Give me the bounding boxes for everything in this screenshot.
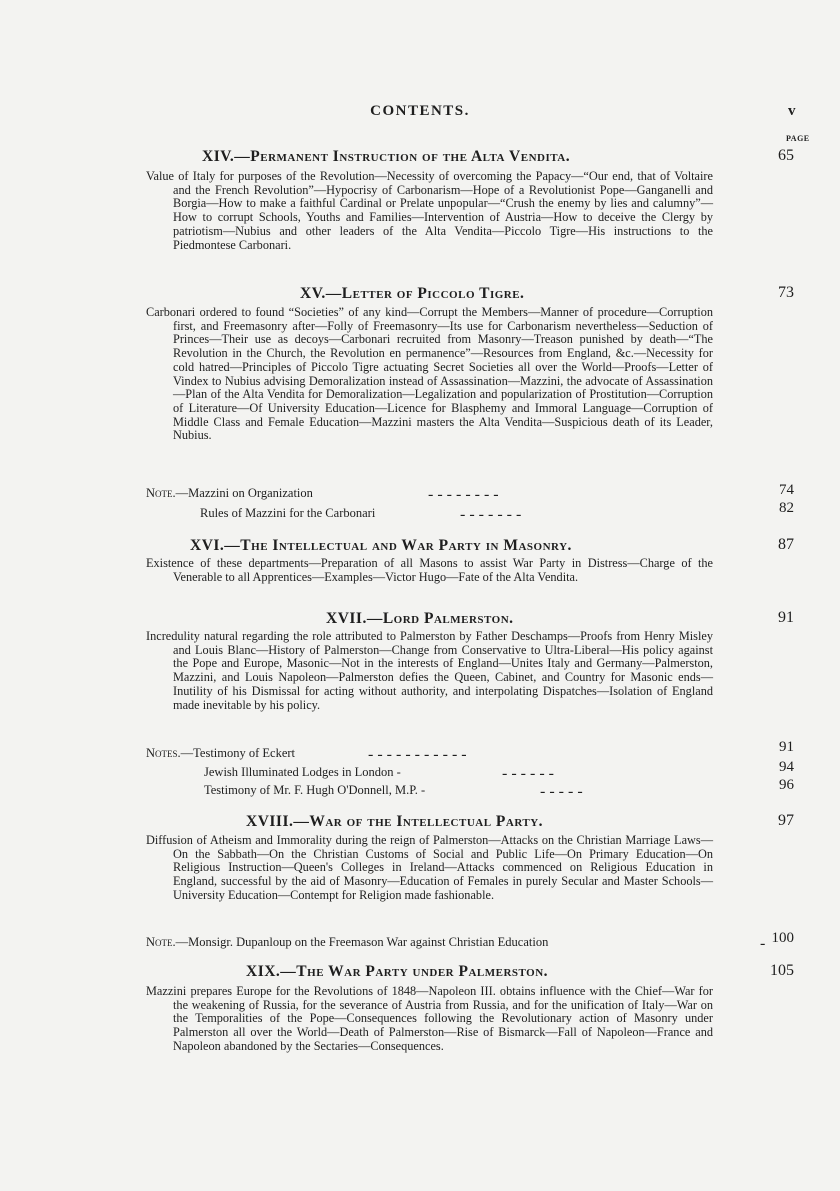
chapter-title: XV.—Letter of Piccolo Tigre. (300, 285, 525, 302)
note-line (146, 486, 313, 501)
leader-dots: - - - - - - - - (428, 486, 499, 503)
page-folio: v (788, 103, 796, 119)
chapter-title: XVII.—Lord Palmerston. (326, 610, 514, 627)
notes-label: Notes. (146, 746, 181, 760)
note-text: —Testimony of Eckert (180, 746, 296, 760)
leader-dots: - - - - - - - (460, 506, 522, 523)
running-head-title: CONTENTS. (370, 103, 470, 119)
leader-dots: - - - - - - (502, 765, 554, 782)
chapter-title: XIX.—The War Party under Palmerston. (246, 963, 549, 980)
chapter-summary: Diffusion of Atheism and Immorality during the reign of Palmerston—Attacks on the Christian Marriage Laws—On the Sabbath—On the Christian Customs of Social and Public Life—On Primary Education—On Religious Instruction—Queen's Colleges in Ireland—Attacks commenced on Religious Education in England, successful by the aid of Masonry—Education of Females in purely Secular and Master Schools—University Education—Contempt for Religion made fashionable. (146, 833, 713, 902)
chapter-page: 105 (770, 962, 794, 979)
note-line (146, 746, 295, 761)
note-text: Testimony of Mr. F. Hugh O'Donnell, M.P. - (204, 783, 426, 797)
chapter-page: 73 (778, 284, 794, 301)
chapter-title: XVI.—The Intellectual and War Party in Masonry. (190, 537, 572, 554)
chapter-page: 91 (778, 609, 794, 626)
leader-dots: - - - - - (540, 783, 583, 800)
note-text: Rules of Mazzini for the Carbonari (200, 506, 376, 520)
chapter-page: 87 (778, 536, 794, 553)
chapter-page: 65 (778, 147, 794, 164)
leader-dots: - (760, 935, 766, 952)
note-text: Jewish Illuminated Lodges in London - (204, 765, 401, 779)
note-page: 96 (779, 777, 794, 793)
note-page: 74 (779, 482, 794, 498)
chapter-title: XIV.—Permanent Instruction of the Alta Vendita. (202, 148, 571, 165)
chapter-summary: Existence of these departments—Preparation of all Masons to assist War Party in Distress—Charge of the Venerable to all Apprentices—Examples—Victor Hugo—Fate of the Alta Vendita. (146, 556, 713, 584)
note-page: 82 (779, 500, 794, 516)
chapter-page: 97 (778, 812, 794, 829)
chapter-summary: Value of Italy for purposes of the Revolution—Necessity of overcoming the Papacy—“Our end, that of Voltaire and the French Revolution”—Hypocrisy of Carbonarism—Hope of a Revolutionist Pope—Ganganelli and Borgia—How to make a faithful Cardinal or Prelate unpopular—“Crush the enemy by lies and calumny”—How to corrupt Schools, Youths and Families—Intervention of Austria—How to deceive the Clergy by patriotism—Nubius and other leaders of the Alta Vendita—Piccolo Tigre—His instructions to the Piedmontese Carbonari. (146, 169, 713, 252)
chapter-title: XVIII.—War of the Intellectual Party. (246, 813, 544, 830)
notes-label: Note. (146, 486, 176, 500)
leader-dots: - - - - - - - - - - - (368, 746, 467, 763)
chapter-summary: Incredulity natural regarding the role attributed to Palmerston by Father Deschamps—Proofs from Henry Misley and Louis Blanc—History of Palmerston—Change from Conservative to Ultra-Liberal—His policy against the Pope and Europe, Masonic—Not in the interests of England—Unites Italy and Germany—Palmerston, Mazzini, and Louis Napoleon—Palmerston defies the Queen, Cabinet, and Country for Masonic ends—Inutility of his Dismissal for acting without authority, and interpolating Dispatches—Isolation of England made inevitable by his policy. (146, 629, 713, 712)
note-line (146, 935, 548, 950)
note-text: —Mazzini on Organization (175, 486, 313, 500)
notes-label: Note. (146, 935, 176, 949)
note-page: 94 (779, 759, 794, 775)
note-page: 91 (779, 739, 794, 755)
note-page: 100 (771, 930, 794, 946)
note-text: —Monsigr. Dupanloup on the Freemason War against Christian Education (175, 935, 549, 949)
page-column-label: PAGE (786, 134, 810, 143)
chapter-summary: Carbonari ordered to found “Societies” of any kind—Corrupt the Members—Manner of procedure—Corruption first, and Freemasonry after—Folly of Freemasonry—Its use for Carbonarism nevertheless—Seduction of Princes—Their use as decoys—Carbonari recruited from Masonry—Treason punished by death—“The Revolution in the Church, the Revolution en permanence”—Resources from England, &c.—Necessity for cold hatred—Principles of Piccolo Tigre actuating Secret Societies all over the World—Proofs—Letter of Vindex to Nubius advising Demoralization instead of Assassination—Mazzini, the advocate of Assassination—Plan of the Alta Vendita for Demoralization—Legalization and popularization of Prostitution—Corruption of Literature—Of University Education—Licence for Blasphemy and Immoral Language—Corruption of Middle Class and Female Education—Mazzini masters the Alta Vendita—Suspicious death of its Leader, Nubius. (146, 305, 713, 443)
chapter-summary: Mazzini prepares Europe for the Revolutions of 1848—Napoleon III. obtains influence with the Chief—War for the weakening of Russia, for the severance of Austria from Russia, and for the unification of Italy—War on the Temporalities of the Pope—Consequences following the Revolutionary action of Masonry under Palmerston all over the World—Death of Palmerston—Rise of Bismarck—Fall of Napoleon—France and Napoleon abandoned by the Sectaries—Consequences. (146, 984, 713, 1053)
